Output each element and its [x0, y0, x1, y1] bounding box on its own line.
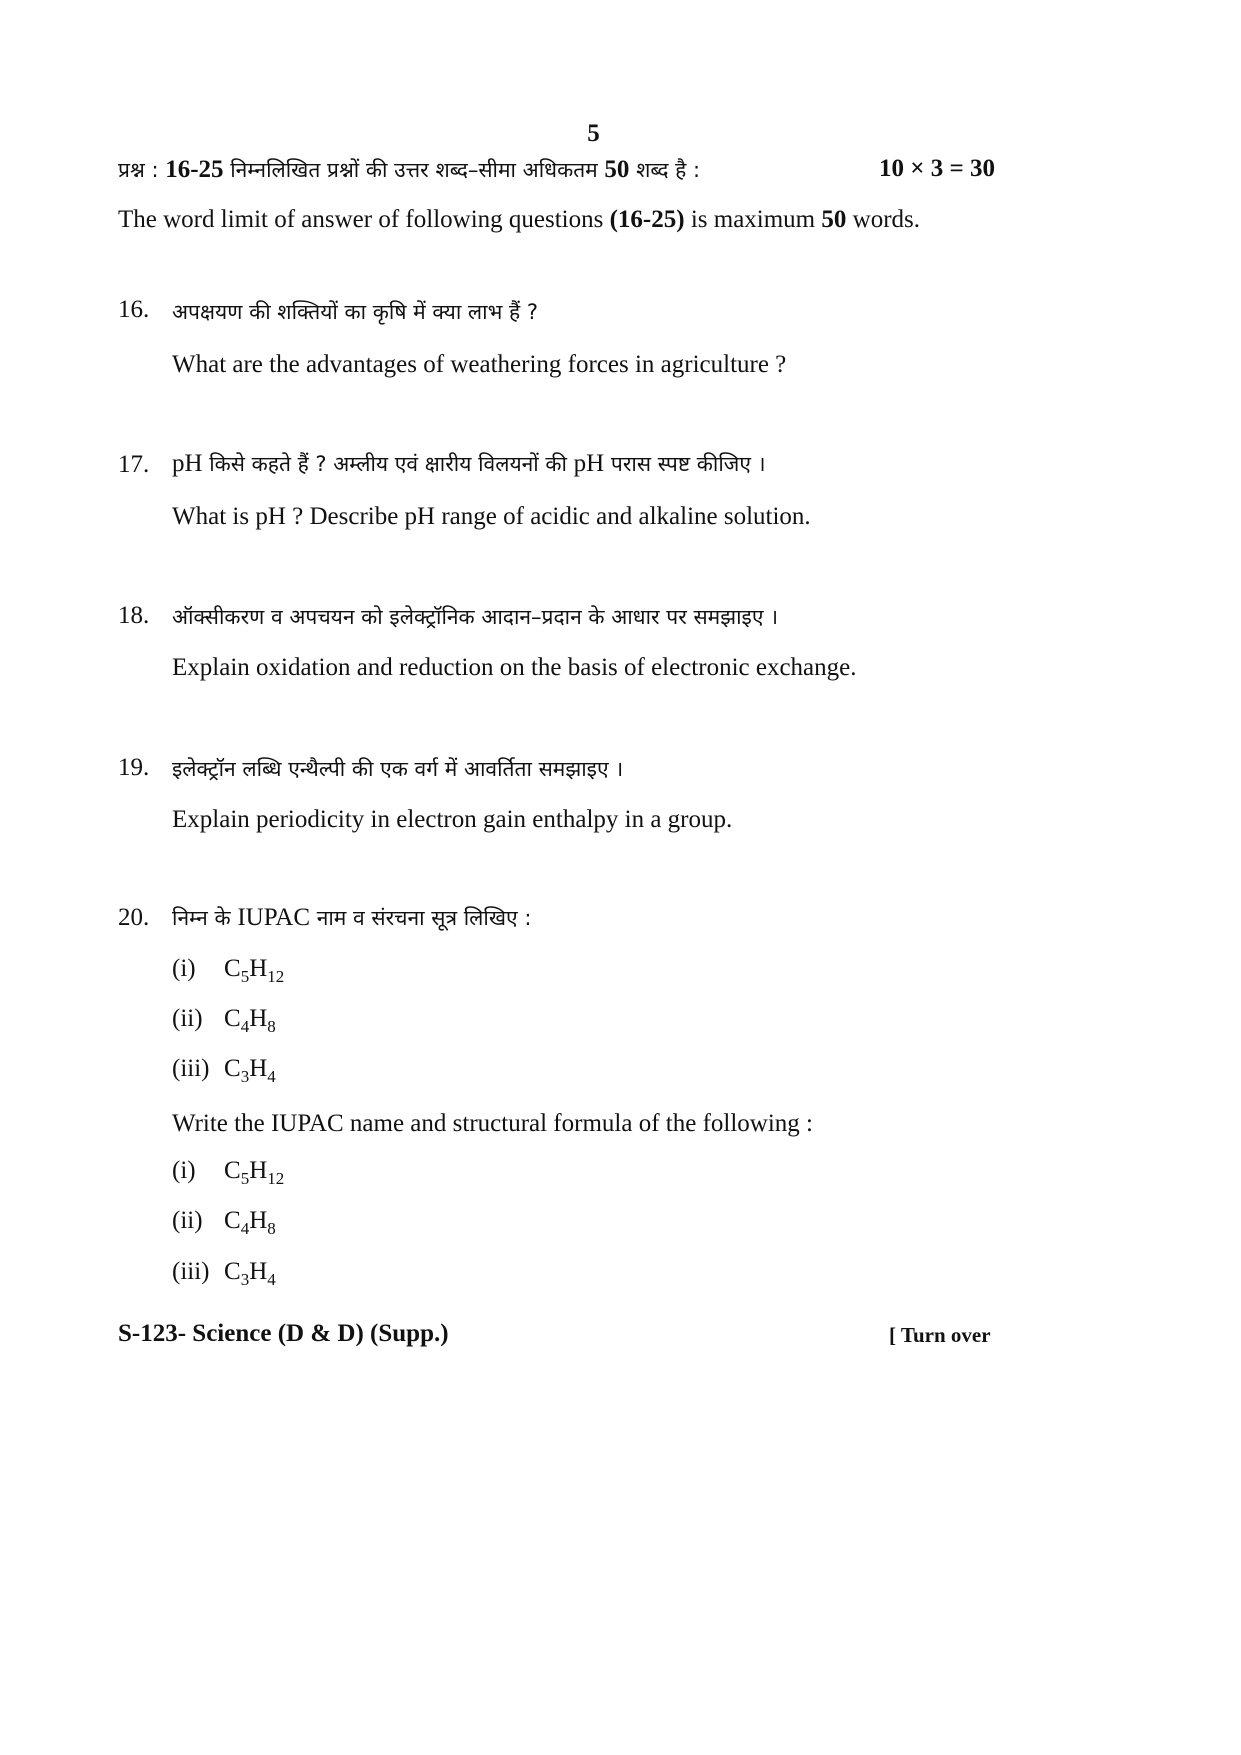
subscript: 12 — [267, 967, 285, 986]
element-symbol: H — [249, 1207, 268, 1234]
element-symbol: C — [224, 1258, 241, 1285]
subscript: 5 — [240, 1169, 250, 1188]
question-number: 17. — [118, 451, 150, 478]
question-hindi-text-end: नाम व संरचना सूत्र लिखिए : — [310, 906, 532, 930]
question-hindi: अपक्षयण की शक्तियों का कृषि में क्या लाभ हैं ? — [172, 300, 539, 324]
question-english: What are the advantages of weathering forces in agriculture ? — [172, 351, 787, 378]
question-hindi-text: किसे कहते हैं ? अम्लीय एवं क्षारीय विलयनों की — [202, 452, 574, 476]
subscript: 12 — [267, 1169, 285, 1188]
chemical-formula — [224, 955, 284, 987]
chemical-formula — [224, 1207, 276, 1239]
element-symbol: C — [224, 955, 241, 982]
question-hindi — [172, 450, 766, 478]
question-number: 18. — [118, 602, 150, 629]
element-symbol: H — [249, 1005, 268, 1032]
ph-text: pH — [172, 450, 203, 477]
question-number: 16. — [118, 296, 150, 323]
instruction-text-end: शब्द है : — [629, 158, 701, 182]
page-number: 5 — [587, 120, 600, 147]
instruction-english-range: (16-25) — [609, 206, 685, 233]
sub-item-label: (ii) — [172, 1207, 203, 1234]
instruction-english-text: The word limit of answer of following questions — [118, 206, 610, 233]
question-english: Write the IUPAC name and structural formula of the following : — [172, 1110, 813, 1137]
element-symbol: H — [249, 1157, 268, 1184]
sub-item-label: (i) — [172, 955, 196, 982]
instruction-hindi — [118, 156, 700, 184]
instruction-prefix: प्रश्न : — [118, 158, 166, 182]
subscript: 4 — [240, 1017, 250, 1036]
question-hindi: ऑक्सीकरण व अपचयन को इलेक्ट्रॉनिक आदान–प्रदान के आधार पर समझाइए । — [172, 605, 779, 629]
question-number: 20. — [118, 904, 150, 931]
instruction-word-count: 50 — [604, 156, 630, 183]
question-hindi: इलेक्ट्रॉन लब्धि एन्थैल्पी की एक वर्ग में आवर्तिता समझाइए । — [172, 757, 624, 781]
chemical-formula — [224, 1005, 276, 1037]
subscript: 3 — [240, 1270, 250, 1289]
question-english: What is pH ? Describe pH range of acidic and alkaline solution. — [172, 503, 811, 530]
instruction-english — [118, 206, 920, 234]
sub-item-label: (iii) — [172, 1258, 210, 1285]
element-symbol: C — [224, 1055, 241, 1082]
question-hindi-text-end: परास स्पष्ट कीजिए । — [604, 452, 766, 476]
iupac-text: IUPAC — [237, 904, 311, 931]
chemical-formula — [224, 1055, 276, 1087]
element-symbol: C — [224, 1157, 241, 1184]
subscript: 8 — [267, 1017, 276, 1036]
chemical-formula — [224, 1258, 276, 1290]
subscript: 4 — [267, 1067, 276, 1086]
element-symbol: C — [224, 1207, 241, 1234]
question-english: Explain oxidation and reduction on the basis of electronic exchange. — [172, 654, 857, 681]
ph-text: pH — [573, 450, 605, 477]
question-number: 19. — [118, 754, 150, 781]
question-hindi — [172, 904, 531, 932]
subscript: 4 — [240, 1219, 250, 1238]
instruction-english-text2: is maximum — [684, 206, 822, 233]
instruction-english-word-count: 50 — [821, 206, 847, 233]
sub-item-label: (iii) — [172, 1055, 210, 1082]
marks-total: 10 × 3 = 30 — [879, 155, 995, 182]
subscript: 4 — [267, 1270, 276, 1289]
question-hindi-text: निम्न के — [172, 906, 238, 930]
element-symbol: C — [224, 1005, 241, 1032]
element-symbol: H — [249, 955, 268, 982]
element-symbol: H — [249, 1055, 268, 1082]
subscript: 8 — [267, 1219, 276, 1238]
element-symbol: H — [249, 1258, 268, 1285]
turn-over-note: [ Turn over — [889, 1323, 991, 1347]
paper-code: S-123- Science (D & D) (Supp.) — [118, 1320, 449, 1347]
subscript: 5 — [240, 967, 250, 986]
instruction-range: 16-25 — [165, 156, 224, 183]
question-english: Explain periodicity in electron gain enthalpy in a group. — [172, 806, 733, 833]
instruction-text: निम्नलिखित प्रश्नों की उत्तर शब्द–सीमा अधिकतम — [223, 158, 605, 182]
sub-item-label: (ii) — [172, 1005, 203, 1032]
subscript: 3 — [240, 1067, 250, 1086]
chemical-formula — [224, 1157, 284, 1189]
instruction-english-text3: words. — [846, 206, 920, 233]
sub-item-label: (i) — [172, 1157, 196, 1184]
